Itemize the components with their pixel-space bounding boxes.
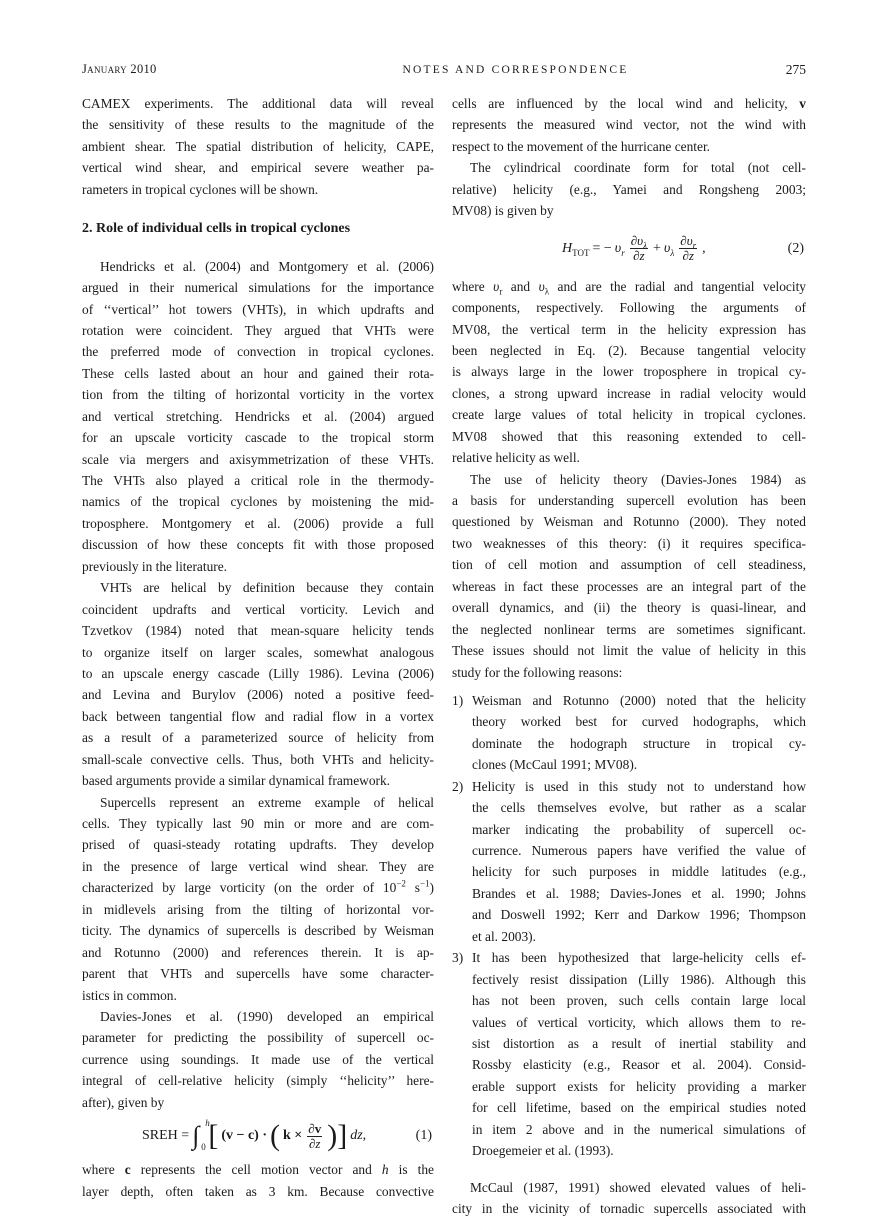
list-item: 1) Weisman and Rotunno (2000) noted that the helicity theory worked best for curved hodographs, which dominate the hodograph structure in tropical cy- clones (McCaul 1991; MV08). (452, 690, 806, 776)
text-line: and Rotunno (2000) and references therein. It is ap- (82, 944, 434, 960)
text-line: after), given by (82, 1094, 165, 1110)
text-line: It has been hypothesized that large-helicity cells ef- (472, 950, 806, 966)
text-line: Supercells represent an extreme example of helical (100, 794, 434, 810)
text-line: back between tangential flow and radial flow in a vortex (82, 708, 434, 724)
text-line: study for the following reasons: (452, 664, 623, 680)
text-line: questioned by Weisman and Rotunno (2000). They noted (452, 514, 806, 530)
text-line: city in the vicinity of tornadic supercells associated with (452, 1201, 806, 1216)
text-line: as a result of a parameterized source of helicity from (82, 730, 434, 746)
text-line: the neglected nonlinear terms are sometimes significant. (452, 621, 806, 637)
text-line: Rossby elasticity (e.g., Reasor et al. 2004). Consid- (472, 1057, 806, 1073)
paragraph (452, 469, 806, 683)
text-line: The use of helicity theory (Davies-Jones 1984) as (470, 471, 806, 487)
text-line: has not been proven, such cells contain large local (472, 993, 806, 1009)
text-line: Tzvetkov (1984) noted that mean-square helicity tends (82, 623, 434, 639)
eq1-tail: dz, (350, 1128, 367, 1144)
paragraph (452, 1177, 806, 1219)
running-header-date: January 2010 (82, 62, 157, 76)
text-line: coincident updrafts and vertical vorticity. Levich and (82, 601, 434, 617)
list-item: 2) Helicity is used in this study not to understand how the cells themselves evolve, but rather as a scalar marker indicating the probability of supercell oc- currence. Numerous papers have verified the value of helicity for such purposes in middle latitudes (e.g., Brandes et al. 1988; Davies-Jones et al. 1990; Johns and Doswell 1992; Kerr and Darkow 1996; Thompson et al. 2003). (452, 776, 806, 948)
text-line: MV08, the vertical term in the helicity expression has (452, 321, 806, 337)
paragraph (452, 276, 806, 469)
text-line: layer depth, often taken as 3 km. Because convective (82, 1183, 434, 1199)
list-item: 3) It has been hypothesized that large-helicity cells ef- fectively resist dissipation (Lilly 1986). Although this has not been proven, such cells contain large local values of vertical vorticity, which allows them to re- sist distortion as a result of inertial stability and Rossby elasticity (e.g., Reasor et al. 2004). Consid- erable support exists for helicity providing a marker for cell lifetime, based on the empirical studies noted in item 2 above and in the numerical simulations of Droegemeier et al. (1993). (452, 947, 806, 1161)
text-line: where $\upsilon_r$ and $\upsilon_\lambda$ and are the radial and tangential velocity (452, 278, 807, 297)
paragraph (82, 1159, 434, 1202)
text-line: argued in their numerical simulations for the importance (82, 280, 434, 296)
eq2-lhs: $H_{TOT}$ (562, 240, 590, 258)
text-line: Weisman and Rotunno (2000) noted that the helicity (472, 692, 806, 708)
equation-2: $H_{TOT}$ = − $\upsilon_r$ $\frac{\partial\upsilon_\lambda}{\partial z}$ + $\upsilon_\lambda$ $\frac{\partial\upsilon_r}{\partial z}$ , (2) (562, 233, 804, 264)
text-line: cells are influenced by the local wind and helicity, v (452, 96, 806, 111)
text-line: and Doswell 1992; Kerr and Darkow 1996; Thompson (472, 907, 806, 923)
integral-sign: ∫ h 0 (192, 1118, 210, 1153)
text-line: tion of cell motion and assumption of cell steadiness, (452, 557, 806, 573)
text-line: relative helicity as well. (452, 450, 580, 466)
paragraph (82, 577, 434, 791)
section-heading: 2. Role of individual cells in tropical cyclones (82, 221, 351, 237)
text-line: MV08 showed that this reasoning extended to cell- (452, 428, 806, 444)
text-line: These issues should not limit the value of helicity in this (452, 643, 806, 659)
text-line: respect to the movement of the hurricane center. (452, 138, 711, 154)
text-line: fectively resist dissipation (Lilly 1986). Although this (472, 971, 806, 987)
paragraph (82, 1006, 434, 1113)
text-line: parameter for predicting the possibility of supercell oc- (82, 1030, 434, 1046)
text-line: currence. Numerous papers have verified the value of (472, 843, 806, 858)
text-line: in item 2 above and in the numerical simulations of (472, 1121, 806, 1137)
intro-paragraph (82, 93, 434, 200)
text-line: been neglected in Eq. (2). Because tangential velocity (452, 342, 806, 358)
running-header-title: NOTES AND CORRESPONDENCE (402, 64, 629, 76)
text-line: two weaknesses of this theory: (i) it requires specifica- (452, 535, 806, 551)
text-line: in midlevels arising from the tilting of horizontal vor- (82, 901, 434, 917)
text-line: values of vertical vorticity, which allows them to re- (472, 1014, 806, 1030)
text-line: small-scale convective cells. Thus, both VHTs and helicity- (82, 751, 434, 767)
equation-1: SREH = ∫ h 0 [ (v − c) · ( k × $\frac{\partial v}{\partial z}$ )] dz, (1) (142, 1118, 432, 1153)
equation-number: (2) (787, 240, 804, 256)
text-line: istics in common. (82, 987, 177, 1003)
right-column (452, 93, 806, 1219)
text-line: The cylindrical coordinate form for total (not cell- (470, 160, 806, 176)
eq1-term1: (v − c) · (221, 1128, 267, 1144)
text-line: The VHTs also played a critical role in the thermody- (82, 473, 434, 488)
text-line: discussion of how these concepts fit with those proposed (82, 537, 434, 553)
eq2-fraction-2: $\frac{\partial\upsilon_r}{\partial z}$ (680, 233, 697, 264)
text-line: components, respectively. Following the arguments of (452, 300, 806, 316)
text-line: ticity. The dynamics of supercells is described by Weisman (82, 923, 434, 939)
text-line: CAMEX experiments. The additional data will reveal (82, 96, 434, 111)
paragraph (82, 256, 434, 578)
text-line: prised of quasi-steady rotating updrafts. They develop (82, 837, 434, 853)
text-line: erable support exists for helicity providing a marker (472, 1078, 806, 1094)
text-line: scale via mergers and axisymmetrization of these VHTs. (82, 451, 434, 467)
text-line: rotation were coincident. They argued that VHTs were (82, 322, 434, 338)
equation-number: (1) (415, 1128, 432, 1144)
eq1-term2: k × (283, 1128, 303, 1144)
text-line: relative) helicity (e.g., Yamei and Rongsheng 2003; (452, 181, 806, 197)
text-line: tion from the tilting of horizontal vorticity in the vortex (82, 387, 434, 403)
text-line: is always large in the lower troposphere in tropical cy- (452, 364, 806, 380)
eq2-fraction-1: $\frac{\partial\upsilon_\lambda}{\partial z}$ (630, 233, 648, 264)
text-line: sist distortion as a result of inertial stability and (472, 1035, 806, 1051)
text-line: create large values of total helicity in tropical cyclones. (452, 407, 806, 423)
page-number: 275 (785, 62, 806, 77)
text-line: ambient shear. The spatial distribution of helicity, CAPE, (82, 138, 434, 154)
text-line: clones, a strong upward increase in radial velocity would (452, 385, 806, 401)
text-line: previously in the literature. (82, 558, 228, 574)
text-line: whereas in fact these processes are an integral part of the (452, 578, 806, 594)
paragraph (452, 157, 806, 221)
text-line: VHTs are helical by definition because they contain (100, 580, 434, 596)
text-line: and Levina and Burylov (2006) noted a positive feed- (82, 687, 434, 703)
text-line: marker indicating the probability of supercell oc- (472, 821, 806, 837)
text-line: where c represents the cell motion vector and h is the (82, 1162, 434, 1178)
text-line: Davies-Jones et al. (1990) developed an empirical (100, 1008, 434, 1024)
intro-paragraph (452, 93, 806, 157)
text-line: the preferred mode of convection in tropical cyclones. (82, 344, 434, 360)
text-line: theory worked best for curved hodographs, which (472, 714, 806, 730)
text-line: a basis for understanding supercell evolution has been (452, 493, 806, 508)
text-line: McCaul (1987, 1991) showed elevated values of heli- (470, 1179, 806, 1195)
eq2-vr: $\upsilon_r$ (614, 240, 625, 258)
text-line: vertical wind shear, and empirical severe weather pa- (82, 160, 434, 176)
text-line: the cells themselves evolve, but rather as a scalar (472, 800, 806, 816)
paragraph (82, 792, 434, 1006)
text-line: for cell lifetime, based on the empirical studies noted (472, 1100, 806, 1116)
text-line: cells. They typically last 90 min or more and are com- (82, 816, 434, 831)
text-line: helicity for such purposes in middle latitudes (e.g., (472, 864, 806, 880)
text-line: parent that VHTs and supercells have some character- (82, 966, 434, 982)
text-line: and vertical stretching. Hendricks et al. (2004) argued (82, 408, 434, 424)
text-line: to an upscale energy cascade (Lilly 1986). Levina (2006) (82, 665, 434, 681)
eq2-plus: + (653, 240, 661, 256)
text-line: of ‘‘vertical’’ hot towers (VHTs), in which updrafts and (82, 301, 434, 317)
text-line: for an upscale vorticity cascade to the tropical storm (82, 430, 434, 446)
text-line: Helicity is used in this study not to understand how (472, 778, 806, 794)
eq1-fraction: $\frac{\partial v}{\partial z}$ (308, 1120, 322, 1151)
text-line: currence using soundings. It made use of the vertical (82, 1051, 434, 1067)
text-line: troposphere. Montgomery et al. (2006) provide a full (82, 515, 434, 531)
eq2-vl: $\upsilon_\lambda$ (663, 240, 675, 258)
left-column (82, 93, 434, 1202)
text-line: rameters in tropical cyclones will be shown. (82, 181, 319, 197)
eq1-lhs: SREH = (142, 1128, 190, 1144)
text-line: overall dynamics, and (ii) the theory is quasi-linear, and (452, 600, 806, 616)
text-line: Droegemeier et al. (1993). (472, 1143, 614, 1159)
text-line: represents the measured wind vector, not the wind with (452, 117, 806, 133)
text-line: dominate the hodograph structure in tropical cy- (472, 735, 806, 751)
text-line: namics of the tropical cyclones by moistening the mid- (82, 494, 434, 510)
text-line: integral of cell-relative helicity (simply ‘‘helicity’’ here- (82, 1073, 434, 1089)
text-line: Hendricks et al. (2004) and Montgomery et al. (2006) (100, 258, 434, 274)
text-line: Brandes et al. 1988; Davies-Jones et al. 1990; Johns (472, 885, 806, 901)
text-line: et al. 2003). (472, 928, 536, 944)
text-line: characterized by large vorticity (on the order of $10^{-2}$ $s^{-1}$) (82, 878, 434, 896)
text-line: to organize itself on larger scales, somewhat analogous (82, 644, 434, 660)
text-line: the sensitivity of these results to the magnitude of the (82, 117, 434, 133)
text-line: clones (McCaul 1991; MV08). (472, 757, 638, 773)
text-line: MV08) is given by (452, 203, 554, 219)
eq2-equals: = − (592, 240, 612, 256)
text-line: These cells lasted about an hour and gained their rota- (82, 365, 434, 381)
text-line: based arguments provide a similar dynamical framework. (82, 773, 391, 789)
text-line: in the presence of large vertical wind shear. They are (82, 858, 434, 874)
